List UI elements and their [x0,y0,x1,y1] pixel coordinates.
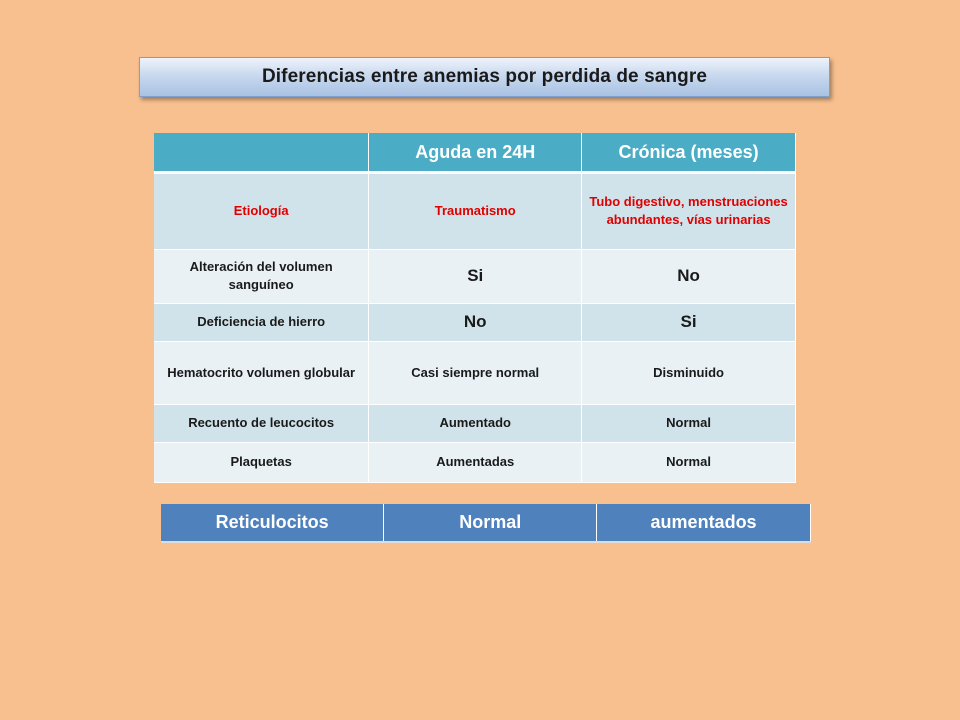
cell-cronica: Normal [582,442,796,482]
cell-aguda: Casi siempre normal [369,341,582,404]
table-row-etiologia [154,172,796,249]
table-row-hematocrito [154,341,796,404]
reticulocitos-aguda: Normal [384,504,597,542]
cell-cronica: Normal [582,404,796,442]
cell-cronica: Si [582,303,796,341]
header-cell-aguda: Aguda en 24H [369,133,582,172]
row-label: Etiología [154,172,369,249]
reticulocitos-cronica: aumentados [597,504,811,542]
row-label: Hematocrito volumen globular [154,341,369,404]
slide-title: Diferencias entre anemias por perdida de sangre [139,57,830,97]
row-label: Deficiencia de hierro [154,303,369,341]
cell-aguda: Aumentado [369,404,582,442]
header-cell-empty [154,133,369,172]
cell-cronica: No [582,249,796,303]
comparison-table [154,133,796,483]
cell-aguda: No [369,303,582,341]
cell-cronica: Tubo digestivo, menstruaciones abundantes, vías urinarias [582,172,796,249]
header-cell-cronica: Crónica (meses) [582,133,796,172]
reticulocitos-table [161,504,811,543]
cell-aguda: Aumentadas [369,442,582,482]
table-row-plaquetas [154,442,796,482]
row-label: Plaquetas [154,442,369,482]
row-label: Recuento de leucocitos [154,404,369,442]
table-row-volumen [154,249,796,303]
reticulocitos-row [161,504,811,542]
reticulocitos-label: Reticulocitos [161,504,384,542]
cell-cronica: Disminuido [582,341,796,404]
table-row-hierro [154,303,796,341]
cell-aguda: Si [369,249,582,303]
cell-aguda: Traumatismo [369,172,582,249]
table-row-leucocitos [154,404,796,442]
table-header-row [154,133,796,172]
row-label: Alteración del volumen sanguíneo [154,249,369,303]
